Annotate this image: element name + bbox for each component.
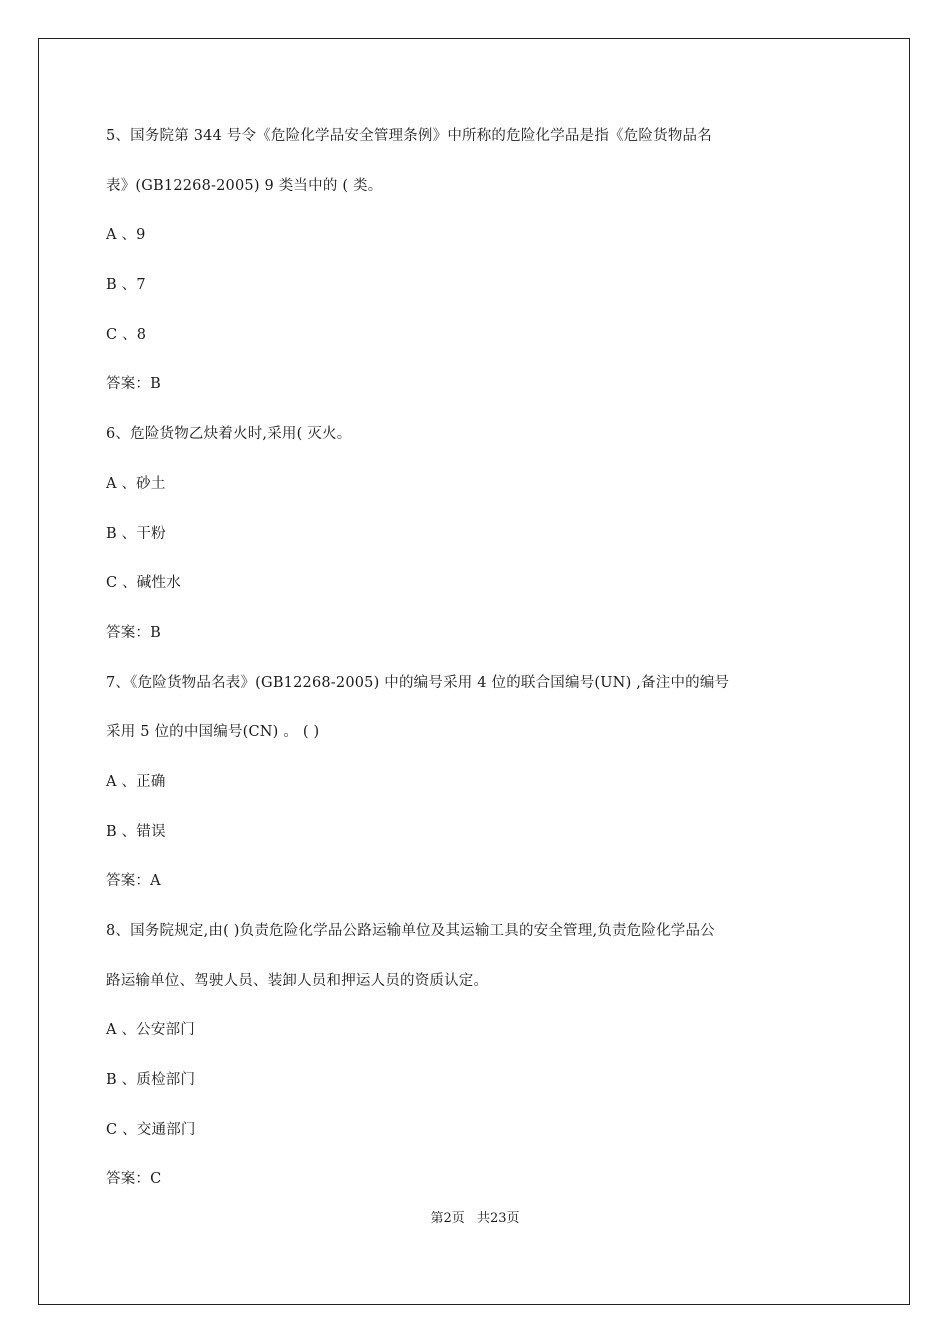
question-8-stem-line-2: 路运输单位、驾驶人员、装卸人员和押运人员的资质认定。 xyxy=(106,972,489,989)
question-8 xyxy=(106,907,806,1205)
question-6-answer: 答案：B xyxy=(106,624,161,641)
question-6-option-a: A 、砂土 xyxy=(106,475,166,492)
question-6-option-b: B 、干粉 xyxy=(106,525,166,542)
question-6-option-c: C 、碱性水 xyxy=(106,575,181,592)
question-7-answer: 答案：A xyxy=(106,873,161,890)
question-6-stem-line-1: 6、危险货物乙炔着火时,采用( 灭火。 xyxy=(106,426,352,443)
question-7-option-a: A 、正确 xyxy=(106,773,166,790)
question-8-option-c: C 、交通部门 xyxy=(106,1121,196,1138)
page-number: 第2页 xyxy=(430,1211,465,1226)
question-5-option-c: C 、8 xyxy=(106,326,147,343)
question-5-option-a: A 、9 xyxy=(106,227,146,244)
page-footer xyxy=(0,1207,950,1226)
question-8-stem-line-1: 8、国务院规定,由( )负责危险化学品公路运输单位及其运输工具的安全管理,负责危险化学品公 xyxy=(106,923,715,939)
question-7 xyxy=(106,659,806,907)
question-7-stem-line-2: 采用 5 位的中国编号(CN) 。 ( ) xyxy=(106,724,320,741)
question-5-stem-line-1: 5、国务院第 344 号令《危险化学品安全管理条例》中所称的危险化学品是指《危险货物品名 xyxy=(106,128,712,144)
question-8-option-a: A 、公安部门 xyxy=(106,1022,195,1039)
question-7-option-b: B 、错误 xyxy=(106,823,166,840)
question-5-option-b: B 、7 xyxy=(106,277,146,294)
question-7-stem-line-1: 7、《危险货物品名表》(GB12268-2005) 中的编号采用 4 位的联合国编号(UN) ,备注中的编号 xyxy=(106,674,730,691)
question-5 xyxy=(106,112,806,410)
question-8-option-b: B 、质检部门 xyxy=(106,1072,196,1089)
question-8-answer: 答案：C xyxy=(106,1171,162,1188)
question-5-answer: 答案：B xyxy=(106,376,161,393)
page-total: 共23页 xyxy=(476,1211,520,1226)
question-5-stem-line-2: 表》(GB12268-2005) 9 类当中的 ( 类。 xyxy=(106,177,383,194)
question-6 xyxy=(106,410,806,658)
document-body xyxy=(106,112,806,1205)
